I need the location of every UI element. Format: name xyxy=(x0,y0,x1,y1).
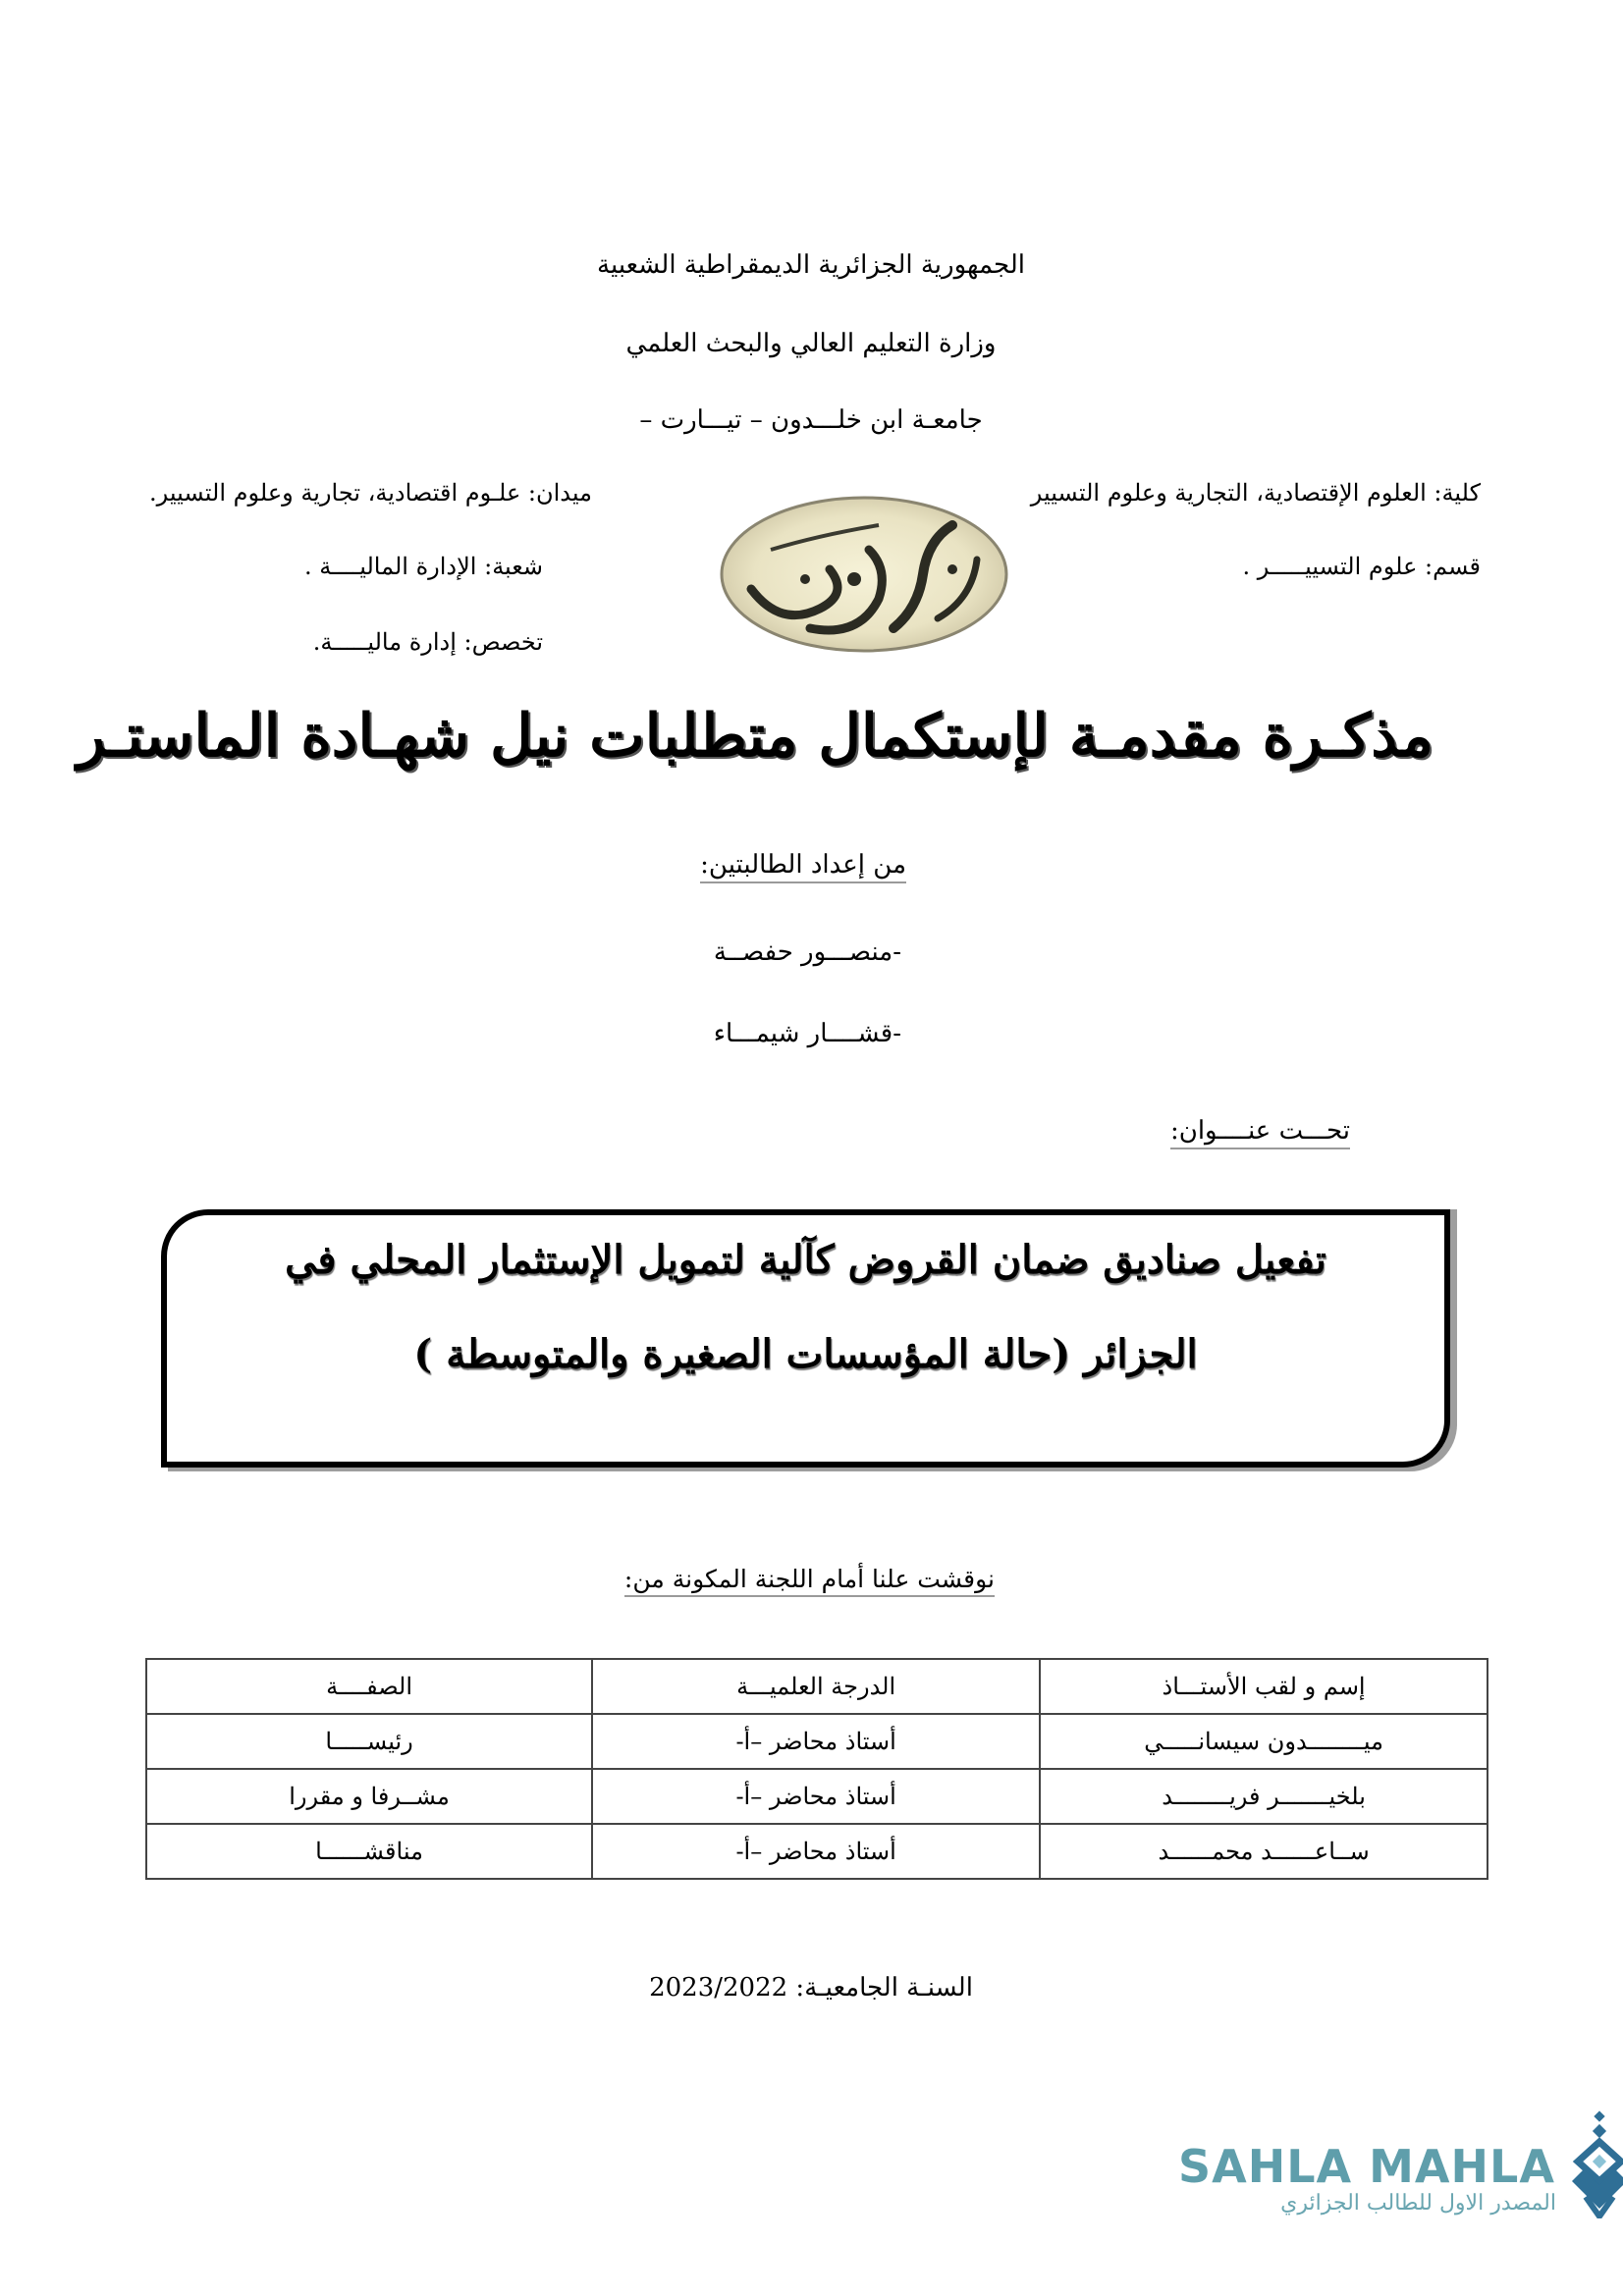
faculty-label: كلية: العلوم الإقتصادية، التجارية وعلوم التسيير xyxy=(1030,479,1481,507)
table-row xyxy=(146,1769,1488,1824)
member-rank: أستاذ محاضر –أ- xyxy=(592,1824,1040,1879)
ministry-name: وزارة التعليم العالي والبحث العلمي xyxy=(625,329,997,358)
member-name: بلخيـــــــر فريــــــــد xyxy=(1040,1769,1488,1824)
university-name: جامعـة ابن خلـــدون – تيـــارت – xyxy=(639,405,983,435)
header-name: إسم و لقب الأستـــاذ xyxy=(1040,1659,1488,1714)
republic-name: الجمهورية الجزائرية الديمقراطية الشعبية xyxy=(597,250,1025,280)
committee-table xyxy=(145,1658,1488,1880)
member-role: مشــرفا و مقررا xyxy=(146,1769,592,1824)
field-label: ميدان: علـوم اقتصادية، تجارية وعلوم التسيير. xyxy=(149,479,592,507)
students-label: من إعداد الطالبتين: xyxy=(700,850,906,883)
member-role: مناقشــــــا xyxy=(146,1824,592,1879)
member-rank: أستاذ محاضر –أ- xyxy=(592,1714,1040,1769)
student-name-1: -منصـــور حفصــة xyxy=(713,937,901,967)
table-row xyxy=(146,1714,1488,1769)
header-role: الصفــــة xyxy=(146,1659,592,1714)
title-label: تحـــت عنــــوان: xyxy=(1170,1116,1350,1149)
watermark-tagline: المصدر الاول للطالب الجزائري xyxy=(1280,2191,1556,2216)
branch-label: شعبة: الإدارة الماليــــة . xyxy=(304,553,543,580)
sahla-mahla-watermark xyxy=(1178,2110,1623,2218)
watermark-brand: SAHLA MAHLA xyxy=(1178,2140,1555,2193)
main-heading: مذكـرة مقدمـة لإستكمال متطلبات نيل شهـادة الماستـر xyxy=(77,702,1434,771)
member-role: رئيســـــا xyxy=(146,1714,592,1769)
thesis-title-line-2: الجزائر (حالة المؤسسات الصغيرة والمتوسطة ) xyxy=(413,1331,1198,1377)
member-name: ميــــــــدون سيسانـــــي xyxy=(1040,1714,1488,1769)
department-label: قسم: علوم التسييـــــر . xyxy=(1242,553,1481,580)
university-seal-icon xyxy=(712,481,1016,658)
academic-year: السنـة الجامعيـة: 2023/2022 xyxy=(649,1973,973,2002)
table-header-row xyxy=(146,1659,1488,1714)
table-row xyxy=(146,1824,1488,1879)
committee-label: نوقشت علنا أمام اللجنة المكونة من: xyxy=(624,1565,995,1597)
header-rank: الدرجة العلميـــة xyxy=(592,1659,1040,1714)
specialty-label: تخصص: إدارة ماليـــــة. xyxy=(312,628,543,656)
thesis-title-box xyxy=(161,1209,1450,1468)
member-name: ســاعــــــد محمــــــد xyxy=(1040,1824,1488,1879)
thesis-title-line-1: تفعيل صناديق ضمان القروض كآلية لتمويل الإستثمار المحلي في xyxy=(285,1237,1326,1283)
student-name-2: -قشــــار شيمـــاء xyxy=(713,1019,901,1048)
sahla-mahla-emblem-icon xyxy=(1566,2110,1623,2218)
member-rank: أستاذ محاضر –أ- xyxy=(592,1769,1040,1824)
